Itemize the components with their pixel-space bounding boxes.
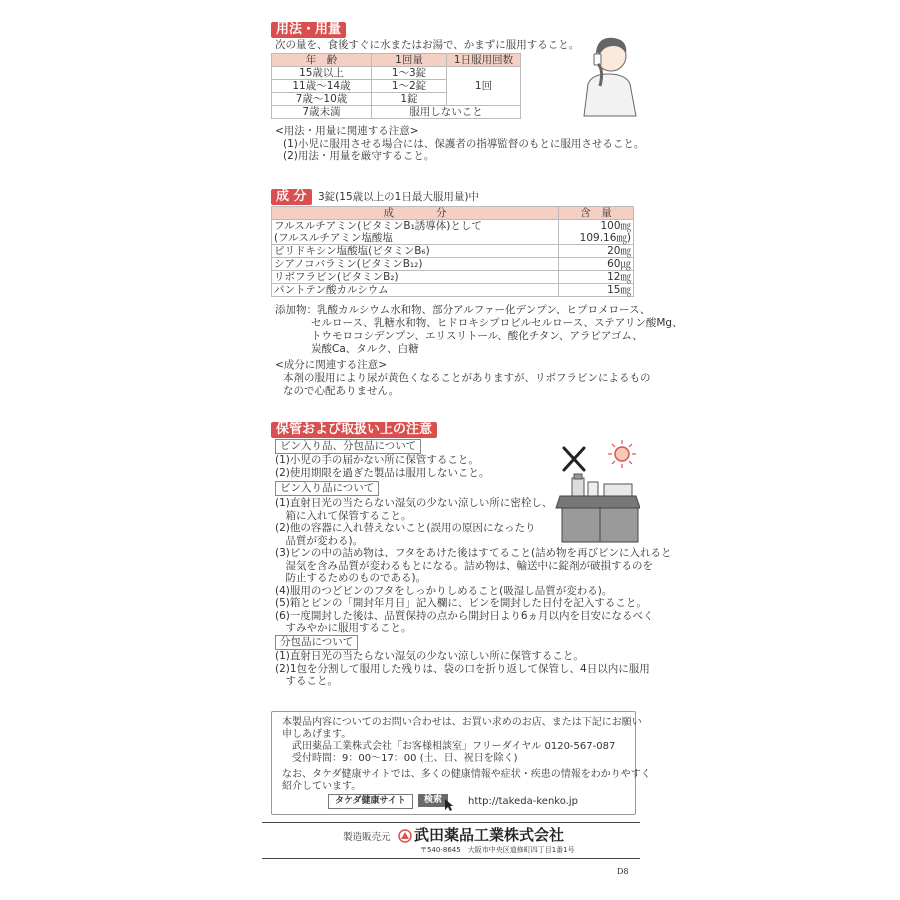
header-amount: 含 量 <box>559 207 634 220</box>
storage-line: (1)小児の手の届かない所に保管すること。 <box>275 454 479 466</box>
ingredient-name: (フルスルチアミン塩酸塩 <box>272 232 559 245</box>
storage-line: (2)他の容器に入れ替えないこと(誤用の原因になったり <box>275 522 536 534</box>
ingredient-name: フルスルチアミン(ビタミンB₁誘導体)として <box>272 220 559 233</box>
ingredients-table <box>271 206 634 297</box>
storage-line: (2)1包を分割して服用した残りは、袋の口を折り返して保管し、4日以内に服用 <box>275 663 650 675</box>
ingredients-subtitle: 3錠(15歳以上の1日最大服用量)中 <box>318 191 479 203</box>
dose-cell: 1～2錠 <box>372 80 447 93</box>
age-cell: 7歳未満 <box>272 106 372 119</box>
ingredient-amount: 60㎍ <box>559 258 634 271</box>
storage-sec1-header: ビン入り品、分包品について <box>275 439 421 454</box>
maker-label: 製造販売元 <box>343 832 391 843</box>
table-row <box>272 106 521 119</box>
site-line: 紹介しています。 <box>282 781 362 792</box>
storage-line: (2)使用期限を過ぎた製品は服用しないこと。 <box>275 467 490 479</box>
header-ingredient: 成 分 <box>272 207 559 220</box>
usage-intro: 次の量を、食後すぐに水またはお湯で、かまずに服用すること。 <box>275 39 580 51</box>
ingredients-note-title: <成分に関連する注意> <box>275 359 388 371</box>
no-dose-cell: 服用しないこと <box>372 106 521 119</box>
storage-line: すること。 <box>275 675 338 687</box>
table-row <box>272 232 634 245</box>
usage-table <box>271 53 521 119</box>
ingredient-amount: 20㎎ <box>559 245 634 258</box>
site-line: なお、タケダ健康サイトでは、多くの健康情報や症状・疾患の情報をわかりやすく <box>282 769 651 780</box>
additives-line: トウモロコシデンプン、エリスリトール、酸化チタン、アラビアゴム、 <box>311 330 643 342</box>
storage-line: (4)服用のつどビンのフタをしっかりしめること(吸湿し品質が変わる)。 <box>275 585 613 597</box>
footer-divider-bottom <box>262 858 640 859</box>
storage-sec2-header: ビン入り品について <box>275 481 379 496</box>
contact-hours: 受付時間：9：00～17：00 (土、日、祝日を除く) <box>282 753 518 764</box>
times-cell: 1回 <box>447 67 521 106</box>
header-times: 1日服用回数 <box>447 54 521 67</box>
ingredient-name: シアノコバラミン(ビタミンB₁₂) <box>272 258 559 271</box>
page-code: D8 <box>617 867 629 876</box>
table-row <box>272 245 634 258</box>
ingredients-badge: 成 分 <box>271 189 312 205</box>
contact-line: 本製品内容についてのお問い合わせは、お買い求めのお店、または下記にお願い <box>282 717 642 728</box>
storage-line: 箱に入れて保管すること。 <box>275 510 412 522</box>
company-address: 〒540-8645 大阪市中央区道修町四丁目1番1号 <box>420 846 575 854</box>
ingredient-amount: 15㎎ <box>559 284 634 297</box>
company-name: 武田薬品工業株式会社 <box>414 826 565 844</box>
storage-line: 品質が変わる)。 <box>275 535 364 547</box>
usage-note-2: (2)用法・用量を厳守すること。 <box>283 150 435 162</box>
age-cell: 11歳～14歳 <box>272 80 372 93</box>
table-row <box>272 271 634 284</box>
table-row <box>272 67 521 80</box>
ingredient-name: パントテン酸カルシウム <box>272 284 559 297</box>
storage-line: (1)直射日光の当たらない湿気の少ない涼しい所に保管すること。 <box>275 650 584 662</box>
storage-line: (6)一度開封した後は、品質保持の点から開封日より6ヵ月以内を目安になるべく <box>275 610 654 622</box>
usage-badge: 用法・用量 <box>271 22 346 38</box>
header-dose: 1回量 <box>372 54 447 67</box>
contact-box <box>271 711 651 815</box>
ingredients-note-line: なので心配ありません。 <box>283 385 400 397</box>
additives-line: 炭酸Ca、タルク、白糖 <box>311 343 419 355</box>
contact-line: 申しあげます。 <box>282 729 352 740</box>
storage-line: 湿気を含み品質が変わるもとになる。詰め物は、輸送中に錠剤が破損するのを <box>275 560 653 572</box>
ingredient-name: リボフラビン(ビタミンB₂) <box>272 271 559 284</box>
storage-line: (1)直射日光の当たらない湿気の少ない涼しい所に密栓し、 <box>275 497 553 509</box>
storage-line: (5)箱とビンの「開封年月日」記入欄に、ビンを開封した日付を記入すること。 <box>275 597 647 609</box>
storage-badge: 保管および取扱い上の注意 <box>271 422 437 438</box>
dose-cell: 1錠 <box>372 93 447 106</box>
usage-note-title: <用法・用量に関連する注意> <box>275 125 419 137</box>
header-age: 年 齢 <box>272 54 372 67</box>
storage-sec3-header: 分包品について <box>275 635 358 650</box>
sunlight-shelf-illustration <box>552 436 640 544</box>
cursor-arrow-icon <box>444 798 454 812</box>
additives-line: セルロース、乳糖水和物、ヒドロキシプロピルセルロース、ステアリン酸Mg、 <box>311 317 683 329</box>
site-url[interactable]: http://takeda-kenko.jp <box>468 796 578 807</box>
search-keyword-box[interactable]: タケダ健康サイト <box>328 794 413 809</box>
contact-phone: 武田薬品工業株式会社「お客様相談室」フリーダイヤル 0120-567-087 <box>282 741 616 752</box>
table-row <box>272 220 634 233</box>
age-cell: 15歳以上 <box>272 67 372 80</box>
person-drinking-illustration <box>578 26 640 118</box>
dose-cell: 1～3錠 <box>372 67 447 80</box>
storage-line: (3)ビンの中の詰め物は、フタをあけた後はすてること(詰め物を再びビンに入れると <box>275 547 672 559</box>
footer-divider <box>262 822 640 823</box>
ingredient-amount: 100㎎ <box>559 220 634 233</box>
storage-line: すみやかに服用すること。 <box>275 622 412 634</box>
ingredient-name: ピリドキシン塩酸塩(ビタミンB₆) <box>272 245 559 258</box>
ingredient-amount: 12㎎ <box>559 271 634 284</box>
search-button[interactable]: 検索 <box>418 794 448 807</box>
takeda-logo-icon <box>398 829 412 843</box>
ingredients-note-line: 本剤の服用により尿が黄色くなることがありますが、リボフラビンによるもの <box>283 372 651 384</box>
storage-line: 防止するためのものである)。 <box>275 572 427 584</box>
additives-line: 添加物：乳酸カルシウム水和物、部分アルファー化デンプン、ヒプロメロース、 <box>275 304 651 316</box>
table-row <box>272 284 634 297</box>
ingredient-amount: 109.16㎎) <box>559 232 634 245</box>
age-cell: 7歳～10歳 <box>272 93 372 106</box>
table-row <box>272 258 634 271</box>
usage-note-1: (1)小児に服用させる場合には、保護者の指導監督のもとに服用させること。 <box>283 138 645 150</box>
